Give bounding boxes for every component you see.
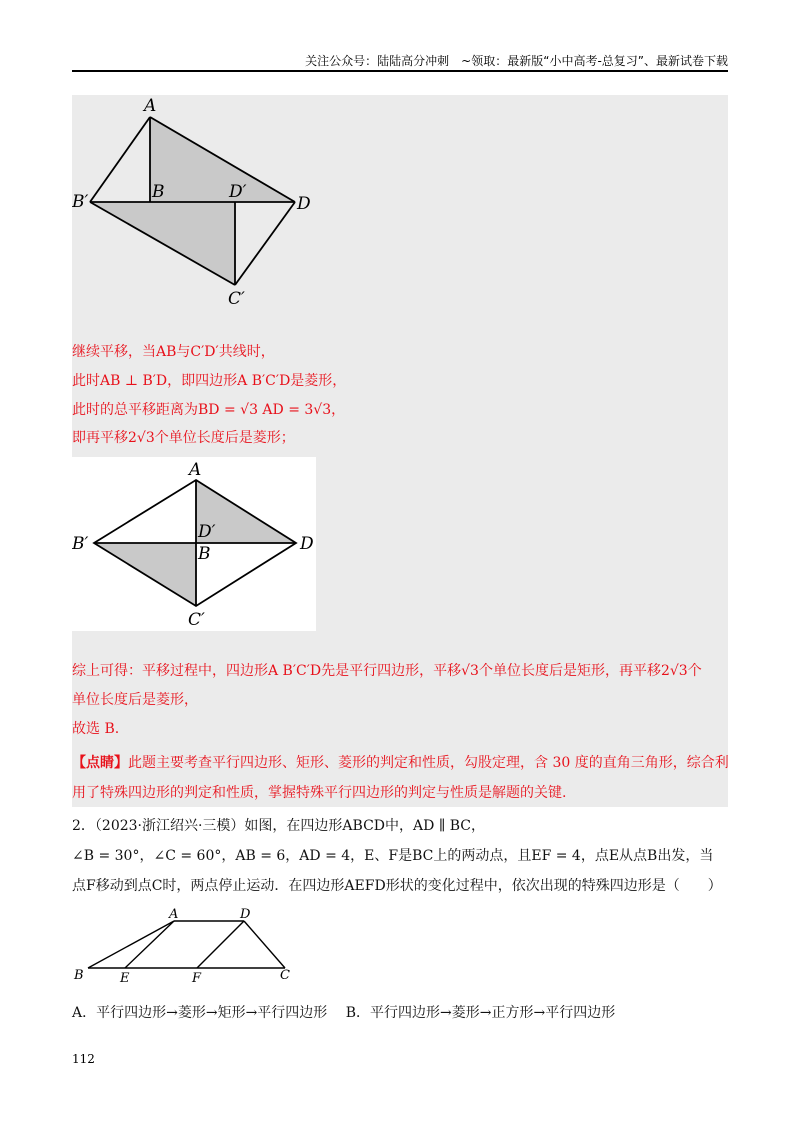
question2-line-1: 2．（2023·浙江绍兴·三模）如图，在四边形ABCD中，AD ∥ BC，	[72, 818, 485, 834]
note-text-1: 此题主要考查平行四边形、矩形、菱形的判定和性质，勾股定理，含 30 度的直角三角形，综合利	[128, 755, 729, 771]
summary-line-2: 单位长度后是菱形，	[72, 692, 198, 708]
label2-D: D	[300, 534, 314, 554]
figure3-edges	[88, 921, 285, 968]
solution-line-4: 即再平移2√3个单位长度后是菱形；	[72, 430, 295, 446]
label2-B-prime: B′	[72, 534, 89, 554]
page-header: 关注公众号：陆陆高分冲刺 ~领取：最新版“小中高考-总复习”、最新试卷下载	[305, 54, 728, 68]
figure-trapezoid	[72, 903, 302, 985]
label-B-prime: B′	[72, 192, 89, 212]
page-number: 112	[72, 1052, 95, 1066]
question2-line-2: ∠B = 30°，∠C = 60°，AB = 6，AD = 4，E、F是BC上的两动点，且EF = 4，点E从点B出发，当	[72, 848, 714, 864]
label-C-prime: C′	[228, 289, 245, 309]
question2-line-3: 点F移动到点C时，两点停止运动．在四边形AEFD形状的变化过程中，依次出现的特殊四边形是（ ）	[72, 878, 722, 894]
label3-B: B	[74, 968, 84, 983]
note-line-1	[72, 753, 729, 773]
label3-E: E	[120, 971, 130, 985]
note-tag: 【点睛】	[72, 755, 128, 771]
label-D-prime: D′	[229, 182, 247, 202]
solution-line-1: 继续平移，当AB与C′D′共线时，	[72, 344, 275, 360]
question2-options: A．平行四边形→菱形→矩形→平行四边形 B．平行四边形→菱形→正方形→平行四边形	[72, 1005, 616, 1021]
header-rule	[72, 70, 728, 72]
label2-A: A	[189, 460, 202, 480]
note-line-2: 用了特殊四边形的判定和性质，掌握特殊平行四边形的判定与性质是解题的关键.	[72, 785, 567, 801]
label3-C: C	[280, 968, 290, 983]
figure-parallelogram-rectangle	[72, 95, 337, 320]
figure-rhombus	[72, 457, 316, 631]
label3-F: F	[192, 971, 202, 985]
label3-D: D	[240, 907, 251, 922]
solution-line-3: 此时的总平移距离为BD = √3 AD = 3√3，	[72, 402, 346, 418]
label2-D-prime: D′	[198, 522, 216, 542]
label2-C-prime: C′	[188, 610, 205, 630]
label-D: D	[297, 194, 311, 214]
solution-line-2: 此时AB ⊥ B′D，即四边形A B′C′D是菱形，	[72, 373, 347, 389]
label2-B: B	[198, 544, 211, 564]
summary-line-1: 综上可得：平移过程中，四边形A B′C′D先是平行四边形，平移√3个单位长度后是矩形，再平移2√3个	[72, 663, 702, 679]
label-A: A	[144, 96, 157, 116]
label-B: B	[152, 182, 165, 202]
label3-A: A	[169, 907, 179, 922]
summary-line-3: 故选 B.	[72, 721, 120, 737]
